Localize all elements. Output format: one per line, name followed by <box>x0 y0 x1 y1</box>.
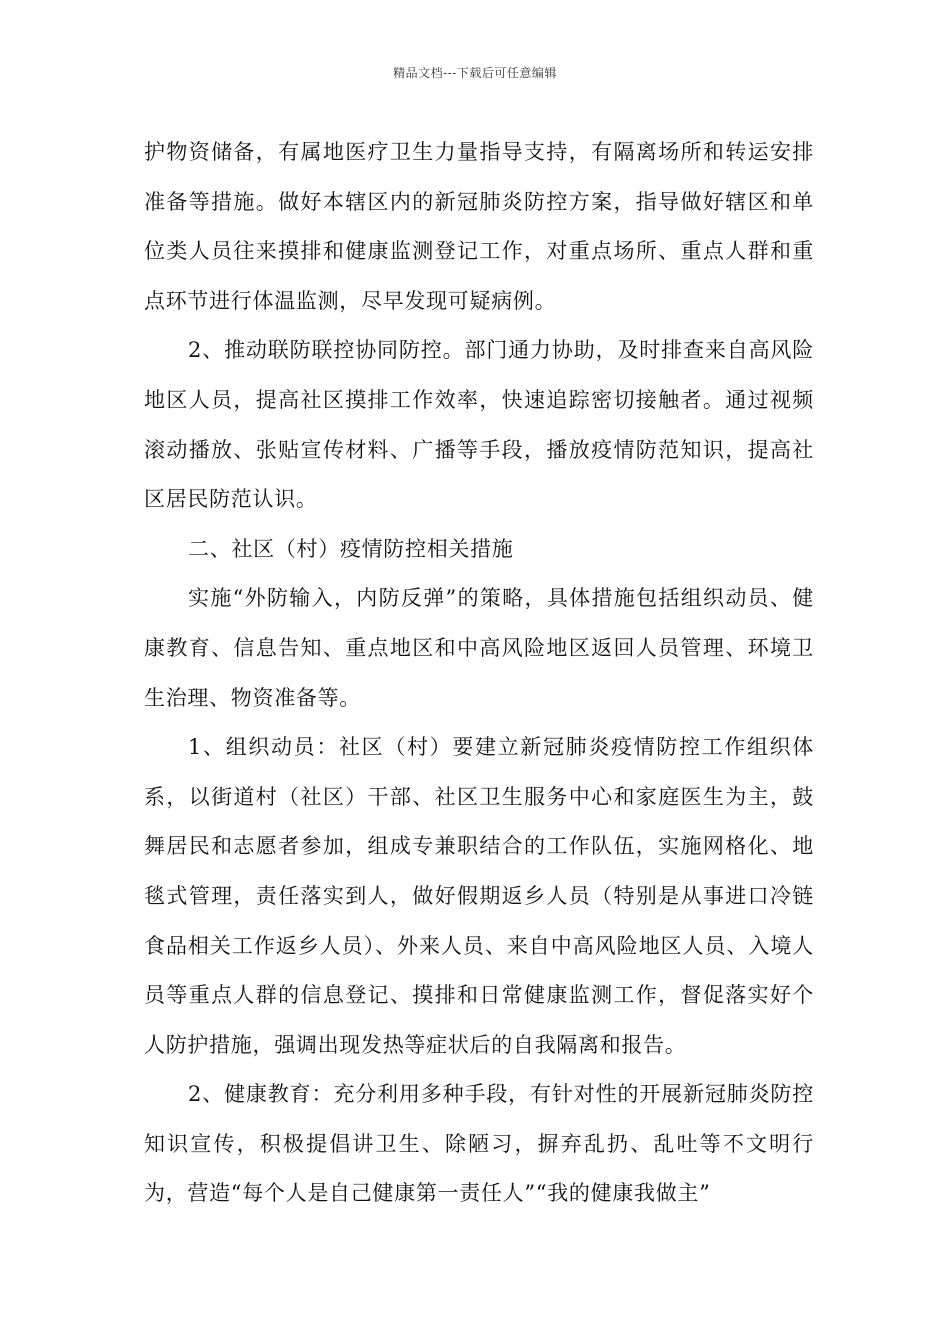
section-heading: 二、社区（村）疫情防控相关措施 <box>188 536 514 561</box>
page-header: 精品文档---下载后可任意编辑 <box>393 66 557 80</box>
document-body <box>144 128 814 1219</box>
paragraph-organization: 1、组织动员：社区（村）要建立新冠肺炎疫情防控工作组织体系，以街道村（社区）干部、社区卫生服务中心和家庭医生为主，鼓舞居民和志愿者参加，组成专兼职结合的工作队伍，实施网格化、地毯式管理，责任落实到人，做好假期返乡人员（特别是从事进口冷链食品相关工作返乡人员）、外来人员、来自中高风险地区人员、入境人员等重点人群的信息登记、摸排和日常健康监测工作，督促落实好个人防护措施，强调出现发热等症状后的自我隔离和报告。 <box>144 735 814 1057</box>
paragraph-health-education: 2、健康教育：充分利用多种手段，有针对性的开展新冠肺炎防控知识宣传，积极提倡讲卫生、除陋习，摒弃乱扔、乱吐等不文明行为，营造“每个人是自己健康第一责任人”“我的健康我做主” <box>144 1082 814 1206</box>
paragraph-strategy: 实施“外防输入，内防反弹”的策略，具体措施包括组织动员、健康教育、信息告知、重点地区和中高风险地区返回人员管理、环境卫生治理、物资准备等。 <box>144 586 814 710</box>
paragraph-continued: 护物资储备，有属地医疗卫生力量指导支持，有隔离场所和转运安排准备等措施。做好本辖区内的新冠肺炎防控方案，指导做好辖区和单位类人员往来摸排和健康监测登记工作，对重点场所、重点人群和重点环节进行体温监测，尽早发现可疑病例。 <box>144 140 814 313</box>
paragraph-joint-prevention: 2、推动联防联控协同防控。部门通力协助，及时排查来自高风险地区人员，提高社区摸排工作效率，快速追踪密切接触者。通过视频滚动播放、张贴宣传材料、广播等手段，播放疫情防范知识，提高社区居民防范认识。 <box>144 338 814 512</box>
